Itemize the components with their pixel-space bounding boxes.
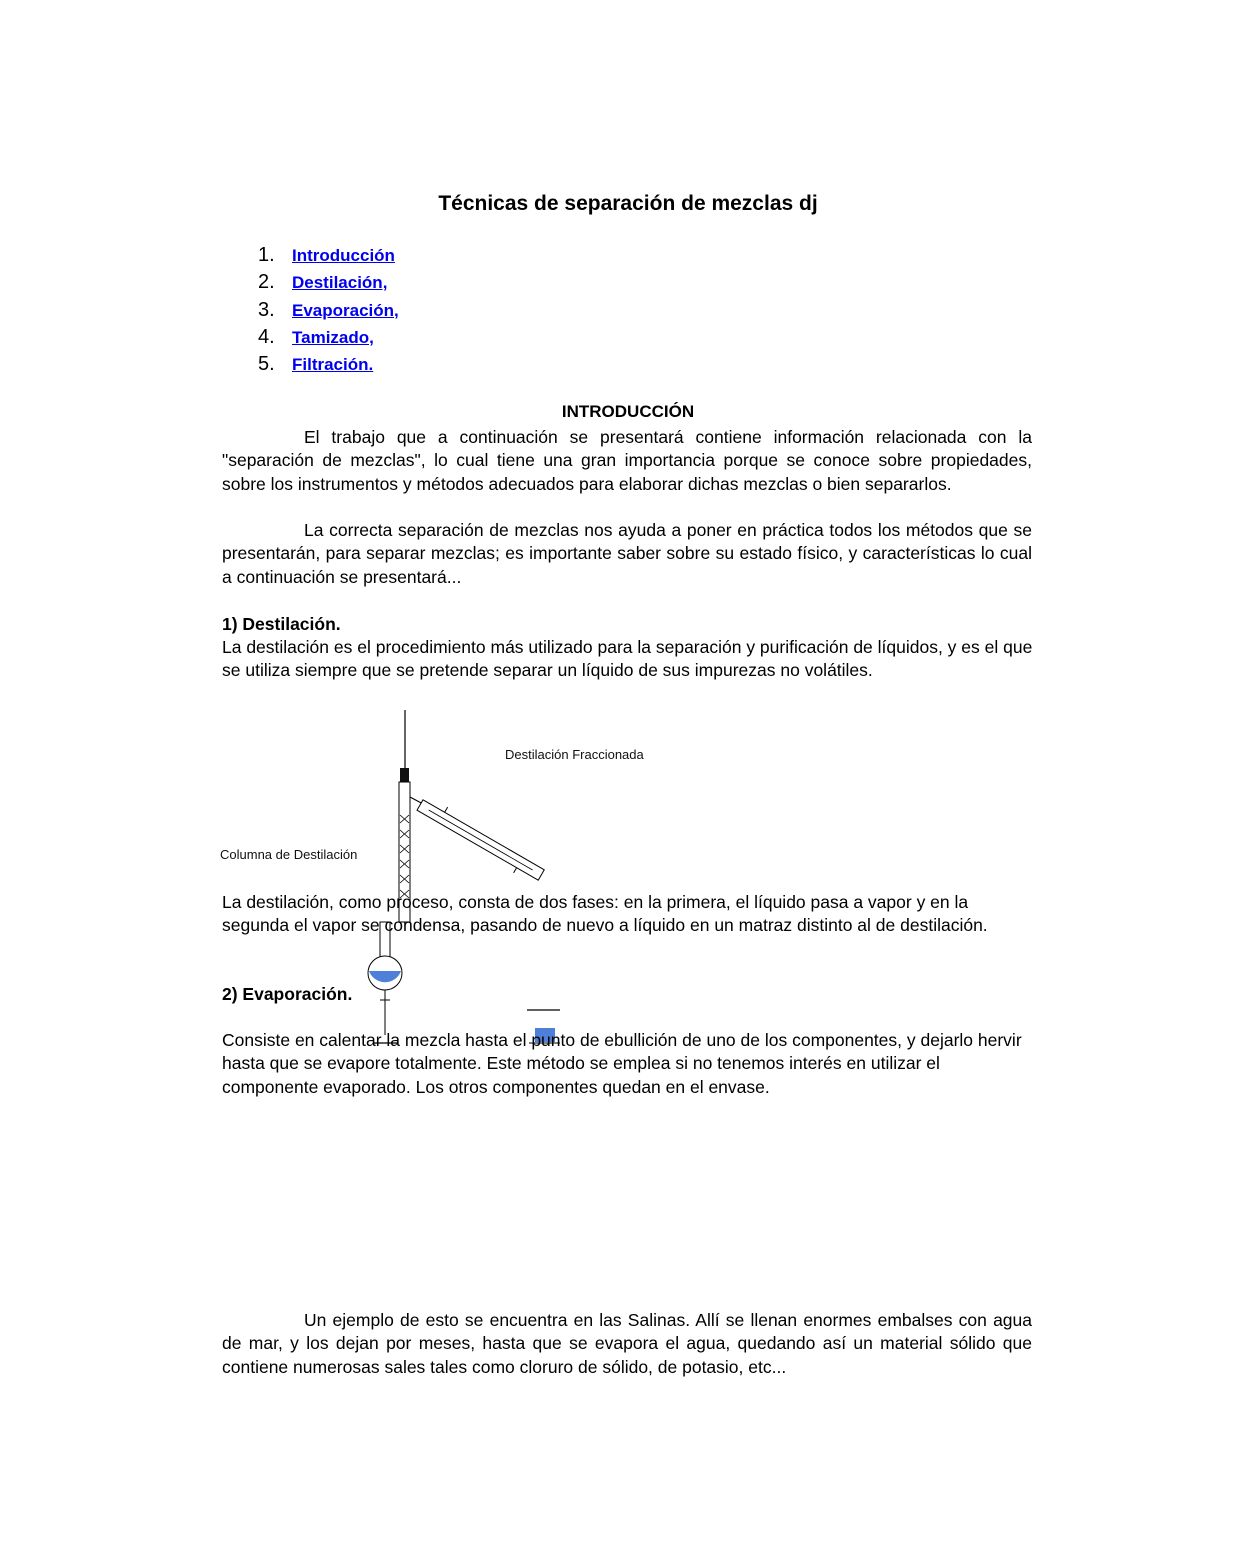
evaporacion-paragraph-2: Un ejemplo de esto se encuentra en las Salinas. Allí se llenan enormes embalses con agua de mar, y los dejan por meses, hasta que se evapora el agua, quedando así un material sólido que contiene numerosas sales tales como cloruro de sólido, de potasio, etc... bbox=[222, 1310, 1032, 1377]
table-of-contents bbox=[258, 242, 399, 378]
toc-number: 4. bbox=[258, 325, 275, 348]
toc-number: 1. bbox=[258, 244, 275, 266]
intro-paragraph-1: El trabajo que a continuación se presentará contiene información relacionada con la "separación de mezclas", lo cual tiene una gran importancia porque se conoce sobre propiedades, sobre los instrumentos y métodos adecuados para elaborar dichas mezclas o bien separarlos. bbox=[222, 427, 1032, 494]
label-columna-destilacion: Columna de Destilación bbox=[220, 847, 358, 862]
intro-heading: INTRODUCCIÓN bbox=[561, 402, 695, 421]
label-destilacion-fraccionada: Destilación Fraccionada bbox=[505, 747, 644, 762]
toc-number: 5. bbox=[258, 353, 275, 376]
toc-link-evaporacion[interactable]: Evaporación, bbox=[292, 300, 399, 320]
condenser bbox=[414, 795, 547, 886]
toc-item bbox=[258, 351, 399, 378]
destilacion-heading: 1) Destilación. bbox=[222, 614, 341, 634]
toc-item bbox=[258, 324, 399, 351]
toc-number: 2. bbox=[258, 271, 275, 294]
toc-item bbox=[258, 269, 399, 296]
toc-link-introduccion[interactable]: Introducción bbox=[292, 246, 395, 265]
toc-link-filtracion[interactable]: Filtración. bbox=[292, 355, 374, 375]
toc-item bbox=[258, 242, 399, 269]
toc-link-destilacion[interactable]: Destilación, bbox=[292, 273, 388, 293]
evaporacion-paragraph-1: Consiste en calentar la mezcla hasta el punto de ebullición de uno de los componentes, y dejarlo hervir hasta que se evapore totalmente. Este método se emplea si no tenemos interés en utilizar el componente evaporado. Los otros componentes quedan en el envase. bbox=[222, 1030, 1022, 1097]
toc-number: 3. bbox=[258, 298, 275, 321]
thermometer-stopper bbox=[400, 768, 409, 782]
evaporacion-heading: 2) Evaporación. bbox=[222, 984, 353, 1004]
intro-paragraph-2: La correcta separación de mezclas nos ayuda a poner en práctica todos los métodos que se presentarán, para separar mezclas; es importante saber sobre su estado físico, y características lo cual a continuación se presentará... bbox=[222, 520, 1032, 587]
destilacion-paragraph-1: La destilación es el procedimiento más utilizado para la separación y purificación de líquidos, y es el que se utiliza siempre que se pretende separar un líquido de sus impurezas no volátiles. bbox=[222, 637, 1033, 681]
destilacion-paragraph-2: La destilación, como proceso, consta de dos fases: en la primera, el líquido pasa a vapor y en la segunda el vapor se condensa, pasando de nuevo a líquido en un matraz distinto al de destilación. bbox=[222, 892, 988, 936]
page-title: Técnicas de separación de mezclas dj bbox=[438, 192, 818, 215]
toc-link-tamizado[interactable]: Tamizado, bbox=[292, 327, 374, 347]
toc-item bbox=[258, 297, 399, 324]
